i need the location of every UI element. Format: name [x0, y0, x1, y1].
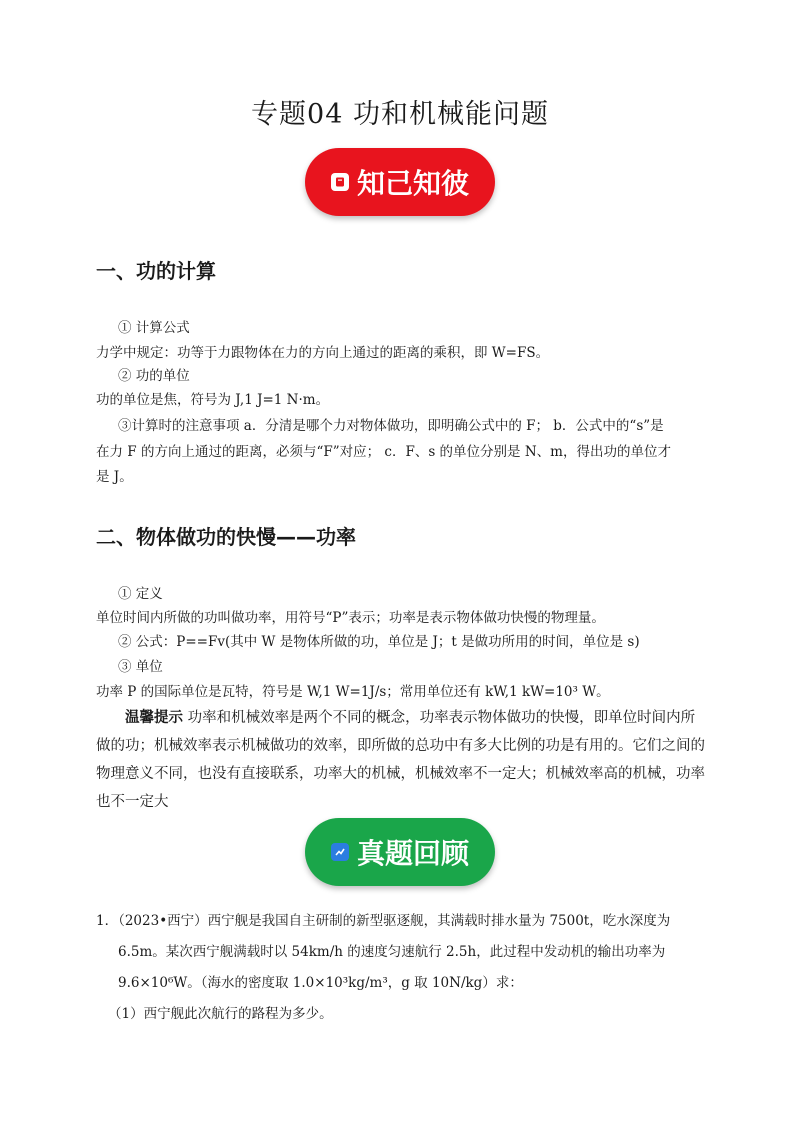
question-1 [96, 906, 708, 1030]
page-title: 专题04 功和机械能问题 [251, 99, 549, 130]
text-line: 是 J。 [96, 469, 133, 485]
text-line: 力学中规定：功等于力跟物体在力的方向上通过的距离的乘积，即 W=FS。 [96, 345, 550, 361]
text-line: ③计算时的注意事项 a．分清是哪个力对物体做功，即明确公式中的 F； b．公式中的“s”是 [118, 418, 664, 434]
tip-label: 温馨提示 [125, 710, 183, 726]
text-line: 功的单位是焦，符号为 J,1 J=1 N·m。 [96, 392, 330, 408]
text-line: 在力 F 的方向上通过的距离，必须与“F”对应； c．F、s 的单位分别是 N、m，得出功的单位才 [96, 444, 671, 460]
text-line: 单位时间内所做的功叫做功率，用符号“P”表示；功率是表示物体做功快慢的物理量。 [96, 610, 605, 626]
tip-paragraph [96, 704, 708, 816]
know-yourself-badge [305, 148, 495, 216]
book-icon [331, 173, 349, 191]
past-exam-review-badge [305, 818, 495, 886]
know-yourself-label: 知己知彼 [356, 167, 469, 200]
question-1-subquestion: （1）西宁舰此次航行的路程为多少。 [108, 1006, 333, 1022]
past-exam-review-label: 真题回顾 [356, 837, 469, 870]
chart-icon [331, 843, 349, 861]
question-1-line: 9.6×10⁶W。（海水的密度取 1.0×10³kg/m³，g 取 10N/kg）求： [118, 975, 523, 991]
question-1-line: 6.5m。某次西宁舰满载时以 54km/h 的速度匀速航行 2.5h，此过程中发动机的输出功率为 [118, 944, 666, 960]
text-line: 功率 P 的国际单位是瓦特，符号是 W,1 W=1J/s；常用单位还有 kW,1 kW=10³ W。 [96, 684, 610, 700]
tip-text: 功率和机械效率是两个不同的概念，功率表示物体做功的快慢，即单位时间内所做的功；机械效率表示机械做功的效率，即所做的总功中有多大比例的功是有用的。它们之间的物理意义不同，也没有直接联系，功率大的机械，机械效率不一定大；机械效率高的机械，功率也不一定大 [96, 710, 705, 810]
text-line: ② 公式：P==Fv(其中 W 是物体所做的功，单位是 J；t 是做功所用的时间，单位是 s) [118, 634, 640, 650]
text-line: ② 功的单位 [118, 368, 190, 384]
question-1-line: 1．（2023•西宁）西宁舰是我国自主研制的新型驱逐舰，其满载时排水量为 7500t，吃水深度为 [96, 913, 671, 929]
section-heading-work: 一、功的计算 [96, 259, 216, 283]
text-line: ③ 单位 [118, 659, 163, 675]
text-line: ① 定义 [118, 586, 163, 602]
section-heading-power: 二、物体做功的快慢——功率 [96, 525, 356, 549]
text-line: ① 计算公式 [118, 320, 190, 336]
